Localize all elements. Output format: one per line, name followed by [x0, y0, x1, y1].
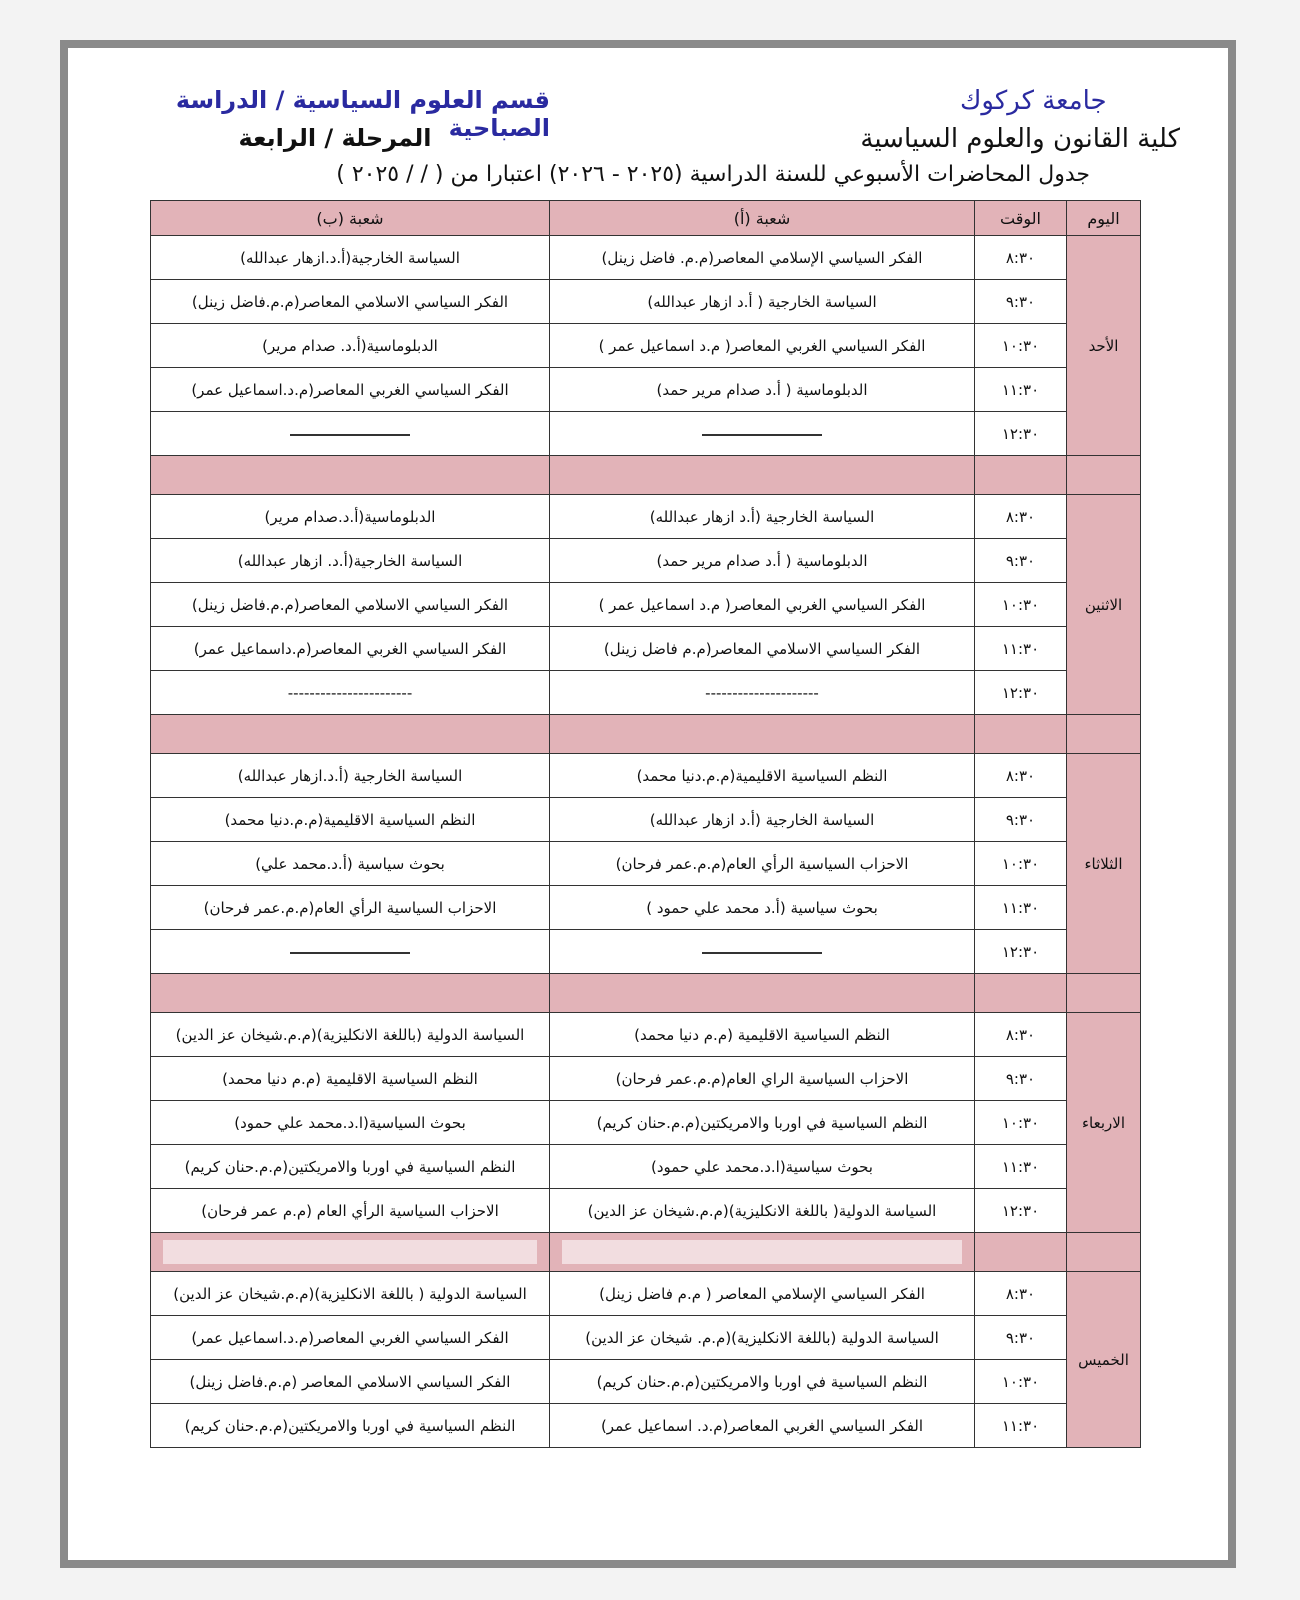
section-b-cell: النظم السياسية في اوربا والامريكتين(م.م.حنان كريم) — [151, 1145, 550, 1189]
time-cell: ١١:٣٠ — [975, 1404, 1067, 1448]
section-a-cell: الفكر السياسي الاسلامي المعاصر(م.م فاضل زينل) — [550, 627, 975, 671]
time-cell: ١٠:٣٠ — [975, 842, 1067, 886]
time-cell: ١٠:٣٠ — [975, 583, 1067, 627]
header-section-a: شعبة (أ) — [550, 201, 975, 236]
empty-slot-line — [702, 950, 822, 954]
section-a-cell — [550, 930, 975, 974]
time-cell: ٨:٣٠ — [975, 495, 1067, 539]
section-b-cell: الفكر السياسي الغربي المعاصر(م.داسماعيل عمر) — [151, 627, 550, 671]
table-row — [151, 754, 1141, 798]
section-a-cell: السياسة الدولية( باللغة الانكليزية)(م.م.شيخان عز الدين) — [550, 1189, 975, 1233]
time-cell: ٨:٣٠ — [975, 1272, 1067, 1316]
separator-cell — [1067, 715, 1141, 754]
day-separator-row — [151, 974, 1141, 1013]
time-cell: ٩:٣٠ — [975, 539, 1067, 583]
table-row — [151, 1189, 1141, 1233]
separator-cell — [550, 715, 975, 754]
section-a-cell: السياسة الدولية (باللغة الانكليزية)(م.م. شيخان عز الدين) — [550, 1316, 975, 1360]
table-row — [151, 1013, 1141, 1057]
time-cell: ١٠:٣٠ — [975, 324, 1067, 368]
section-a-cell: السياسة الخارجية ( أ.د ازهار عبدالله) — [550, 280, 975, 324]
time-cell: ١٢:٣٠ — [975, 1189, 1067, 1233]
table-row — [151, 412, 1141, 456]
schedule-title: جدول المحاضرات الأسبوعي للسنة الدراسية (٢٠٢٥ - ٢٠٢٦) اعتبارا من ( / / ٢٠٢٥ ) — [336, 162, 1090, 187]
table-row — [151, 539, 1141, 583]
table-header-row — [151, 201, 1141, 236]
separator-cell — [550, 1233, 975, 1272]
section-b-cell: النظم السياسية الاقليمية(م.م.دنيا محمد) — [151, 798, 550, 842]
separator-cell — [151, 1233, 550, 1272]
separator-cell — [975, 456, 1067, 495]
section-b-cell: الدبلوماسية(أ.د.صدام مرير) — [151, 495, 550, 539]
separator-cell — [1067, 974, 1141, 1013]
section-b-cell: النظم السياسية في اوربا والامريكتين(م.م.حنان كريم) — [151, 1404, 550, 1448]
section-b-cell: بحوث السياسية(ا.د.محمد علي حمود) — [151, 1101, 550, 1145]
table-row — [151, 1145, 1141, 1189]
section-b-cell: النظم السياسية الاقليمية (م.م دنيا محمد) — [151, 1057, 550, 1101]
section-a-cell: بحوث سياسية(ا.د.محمد علي حمود) — [550, 1145, 975, 1189]
header-day: اليوم — [1067, 201, 1141, 236]
empty-slot-line — [290, 950, 410, 954]
time-cell: ١٠:٣٠ — [975, 1101, 1067, 1145]
section-b-cell: الفكر السياسي الاسلامي المعاصر (م.م.فاضل زينل) — [151, 1360, 550, 1404]
section-b-cell: ----------------------- — [151, 671, 550, 715]
section-a-cell: النظم السياسية في اوربا والامريكتين(م.م.حنان كريم) — [550, 1360, 975, 1404]
separator-cell — [151, 715, 550, 754]
table-row — [151, 1101, 1141, 1145]
table-row — [151, 583, 1141, 627]
time-cell: ١٠:٣٠ — [975, 1360, 1067, 1404]
separator-highlight — [562, 1240, 962, 1264]
table-row — [151, 798, 1141, 842]
empty-slot-line — [702, 432, 822, 436]
day-separator-row — [151, 456, 1141, 495]
day-cell: الاثنين — [1067, 495, 1141, 715]
department-name: قسم العلوم السياسية / الدراسة الصباحية — [175, 86, 550, 142]
separator-cell — [975, 1233, 1067, 1272]
day-separator-row — [151, 1233, 1141, 1272]
table-row — [151, 1057, 1141, 1101]
table-row — [151, 842, 1141, 886]
table-row — [151, 1316, 1141, 1360]
day-cell: الاربعاء — [1067, 1013, 1141, 1233]
separator-cell — [151, 974, 550, 1013]
separator-cell — [550, 456, 975, 495]
table-row — [151, 930, 1141, 974]
section-a-cell: بحوث سياسية (أ.د محمد علي حمود ) — [550, 886, 975, 930]
section-b-cell: الاحزاب السياسية الرأي العام (م.م عمر فرحان) — [151, 1189, 550, 1233]
separator-cell — [1067, 456, 1141, 495]
header-time: الوقت — [975, 201, 1067, 236]
separator-cell — [975, 974, 1067, 1013]
section-b-cell: السياسة الدولية (باللغة الانكليزية)(م.م.شيخان عز الدين) — [151, 1013, 550, 1057]
section-a-cell: النظم السياسية في اوربا والامريكتين(م.م.حنان كريم) — [550, 1101, 975, 1145]
time-cell: ١١:٣٠ — [975, 886, 1067, 930]
separator-cell — [151, 456, 550, 495]
section-a-cell: الفكر السياسي الغربي المعاصر( م.د اسماعيل عمر ) — [550, 324, 975, 368]
section-a-cell: الدبلوماسية ( أ.د صدام مرير حمد) — [550, 539, 975, 583]
separator-cell — [975, 715, 1067, 754]
time-cell: ١١:٣٠ — [975, 1145, 1067, 1189]
section-a-cell: السياسة الخارجية (أ.د ازهار عبدالله) — [550, 798, 975, 842]
stage-label: المرحلة / الرابعة — [238, 124, 432, 152]
table-row — [151, 1272, 1141, 1316]
day-separator-row — [151, 715, 1141, 754]
table-row — [151, 886, 1141, 930]
header-section-b: شعبة (ب) — [151, 201, 550, 236]
section-a-cell — [550, 412, 975, 456]
table-row — [151, 671, 1141, 715]
section-b-cell: بحوث سياسية (أ.د.محمد علي) — [151, 842, 550, 886]
day-cell: الثلاثاء — [1067, 754, 1141, 974]
section-b-cell — [151, 412, 550, 456]
section-b-cell: الفكر السياسي الغربي المعاصر(م.د.اسماعيل عمر) — [151, 368, 550, 412]
university-name: جامعة كركوك — [960, 86, 1107, 116]
schedule-table — [150, 200, 1141, 1448]
time-cell: ١٢:٣٠ — [975, 412, 1067, 456]
time-cell: ١١:٣٠ — [975, 627, 1067, 671]
section-a-cell: --------------------- — [550, 671, 975, 715]
time-cell: ٨:٣٠ — [975, 754, 1067, 798]
time-cell: ٩:٣٠ — [975, 798, 1067, 842]
section-a-cell: السياسة الخارجية (أ.د ازهار عبدالله) — [550, 495, 975, 539]
table-row — [151, 495, 1141, 539]
table-row — [151, 1360, 1141, 1404]
time-cell: ١١:٣٠ — [975, 368, 1067, 412]
day-cell: الخميس — [1067, 1272, 1141, 1448]
section-b-cell: الفكر السياسي الغربي المعاصر(م.د.اسماعيل عمر) — [151, 1316, 550, 1360]
section-a-cell: الاحزاب السياسية الراي العام(م.م.عمر فرحان) — [550, 1057, 975, 1101]
separator-highlight — [163, 1240, 537, 1264]
section-b-cell: السياسة الخارجية(أ.د. ازهار عبدالله) — [151, 539, 550, 583]
time-cell: ١٢:٣٠ — [975, 671, 1067, 715]
section-b-cell — [151, 930, 550, 974]
time-cell: ٨:٣٠ — [975, 236, 1067, 280]
section-a-cell: الدبلوماسية ( أ.د صدام مرير حمد) — [550, 368, 975, 412]
table-row — [151, 280, 1141, 324]
section-b-cell: الفكر السياسي الاسلامي المعاصر(م.م.فاضل زينل) — [151, 280, 550, 324]
empty-slot-line — [290, 432, 410, 436]
section-a-cell: الفكر السياسي الإسلامي المعاصر(م.م. فاضل زينل) — [550, 236, 975, 280]
separator-cell — [1067, 1233, 1141, 1272]
table-row — [151, 1404, 1141, 1448]
section-b-cell: الدبلوماسية(أ.د. صدام مرير) — [151, 324, 550, 368]
section-b-cell: الاحزاب السياسية الرأي العام(م.م.عمر فرحان) — [151, 886, 550, 930]
table-row — [151, 324, 1141, 368]
section-a-cell: الفكر السياسي الغربي المعاصر( م.د اسماعيل عمر ) — [550, 583, 975, 627]
time-cell: ٩:٣٠ — [975, 1057, 1067, 1101]
separator-cell — [550, 974, 975, 1013]
schedule-body — [151, 236, 1141, 1448]
section-a-cell: النظم السياسية الاقليمية(م.م.دنيا محمد) — [550, 754, 975, 798]
day-cell: الأحد — [1067, 236, 1141, 456]
section-a-cell: الفكر السياسي الغربي المعاصر(م.د. اسماعيل عمر) — [550, 1404, 975, 1448]
section-b-cell: السياسة الخارجية (أ.د.ازهار عبدالله) — [151, 754, 550, 798]
time-cell: ٨:٣٠ — [975, 1013, 1067, 1057]
section-b-cell: الفكر السياسي الاسلامي المعاصر(م.م.فاضل زينل) — [151, 583, 550, 627]
section-a-cell: النظم السياسية الاقليمية (م.م دنيا محمد) — [550, 1013, 975, 1057]
section-a-cell: الاحزاب السياسية الرأي العام(م.م.عمر فرحان) — [550, 842, 975, 886]
section-b-cell: السياسة الدولية ( باللغة الانكليزية)(م.م.شيخان عز الدين) — [151, 1272, 550, 1316]
college-name: كلية القانون والعلوم السياسية — [860, 124, 1180, 154]
table-row — [151, 627, 1141, 671]
section-b-cell: السياسة الخارجية(أ.د.ازهار عبدالله) — [151, 236, 550, 280]
table-row — [151, 368, 1141, 412]
time-cell: ٩:٣٠ — [975, 1316, 1067, 1360]
time-cell: ٩:٣٠ — [975, 280, 1067, 324]
section-a-cell: الفكر السياسي الإسلامي المعاصر ( م.م فاضل زينل) — [550, 1272, 975, 1316]
table-row — [151, 236, 1141, 280]
time-cell: ١٢:٣٠ — [975, 930, 1067, 974]
